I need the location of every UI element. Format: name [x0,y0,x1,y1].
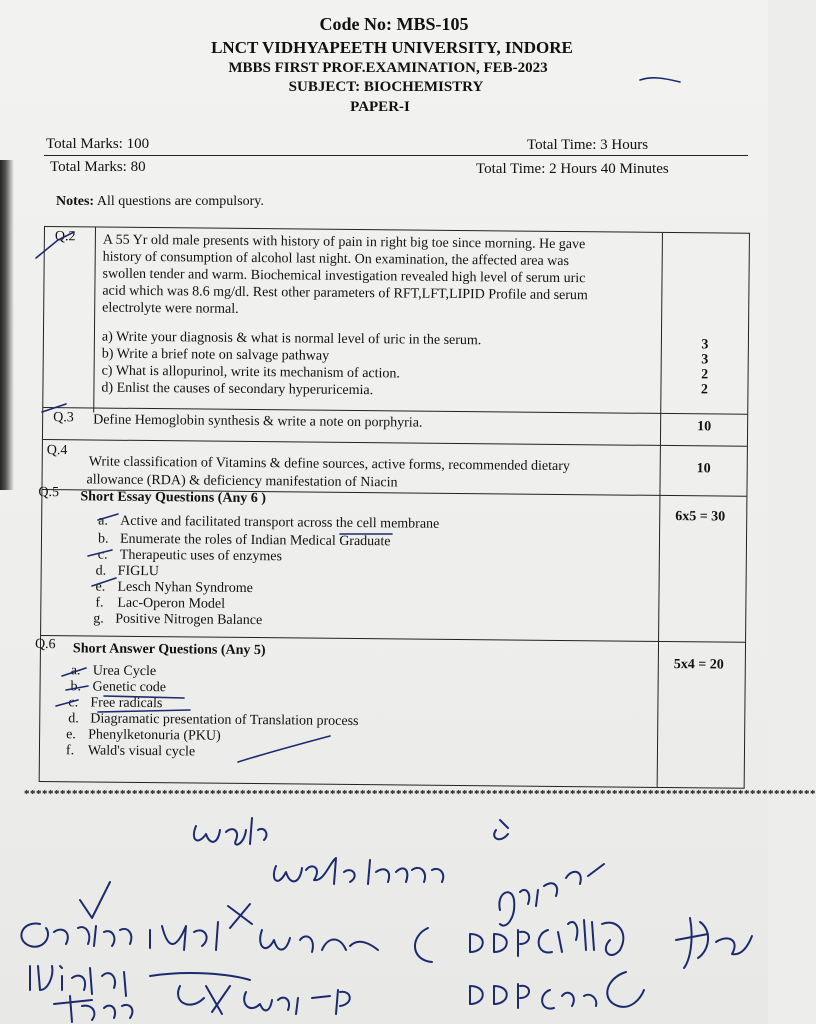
q5-item-letter: f. [95,595,104,611]
q6-item-letter: e. [66,727,76,743]
q6-pen-stroke [238,736,330,762]
scribble-word [178,986,230,1014]
q3-marks: 10 [697,419,712,435]
q5-number: Q.5 [38,484,60,501]
q6c-tick-mark [56,700,78,706]
scribble-word [470,984,529,1008]
q3-text: Define Hemoglobin synthesis & write a note on porphyria. [93,412,423,431]
q5-item-text: Therapeutic uses of enzymes [119,547,283,565]
scribble-word [274,858,443,884]
q2-tick-mark [36,232,74,258]
q4-line-1: Write classification of Vitamins & define sources, active forms, recommended dietary [88,454,570,475]
q2-mark: 3 [701,352,709,368]
total-time-old: Total Time: 3 Hours [527,137,649,153]
q6-item-text: Wald's visual cycle [87,743,196,760]
scribble-word [30,966,126,996]
q6b-tick-mark [66,686,88,690]
scribble-word [194,818,267,845]
bracket-mark [415,928,432,962]
q5-item-letter: d. [95,563,107,579]
q6a-tick-mark [62,668,86,676]
q5e-tick-mark [92,578,116,586]
university-name: LNCT VIDHYAPEETH UNIVERSITY, INDORE [211,38,573,57]
scribble-word [539,920,624,955]
bracket-mark [607,972,644,1007]
q2-part: c) What is allopurinol, write its mechanism of action. [101,363,401,382]
subject: SUBJECT: BIOCHEMISTRY [288,79,484,95]
paper-number: PAPER-I [350,99,410,115]
q6-item-text: Diagramatic presentation of Translation process [90,711,359,730]
q2-mark: 3 [701,337,709,353]
q3-tick-mark [42,404,66,412]
scribble-word [244,990,350,1014]
q5-marks: 6x5 = 30 [675,509,726,525]
handwritten-scribbles [0,800,768,1024]
total-marks-new: Total Marks: 80 [50,159,146,175]
q2-line: history of consumption of alcohol last night. On examination, the affected area was [102,249,570,270]
scribble-word [542,990,596,1009]
q4-line-2: allowance (RDA) & deficiency manifestation of Niacin [86,472,398,491]
scribble-word [260,930,378,952]
q3-number: Q.3 [53,410,74,426]
scribble-word [499,864,604,926]
q6-item-letter: c. [68,695,79,711]
cross-mark [228,904,252,928]
q5-item-letter: c. [97,547,108,563]
q2-line: swollen tender and warm. Biochemical investigation revealed high level of serum uric [102,266,586,287]
scribble-line [150,973,250,980]
q2-part: b) Write a brief note on salvage pathway [101,346,330,364]
notes-text: All questions are compulsory. [94,194,264,209]
q6-marks: 5x4 = 20 [673,657,724,673]
q5-item-text: Positive Nitrogen Balance [115,611,263,629]
q2-line: acid which was 8.6 mg/dl. Rest other parameters of RFT,LFT,LIPID Profile and serum [102,283,588,304]
notes-label: Notes: [56,194,95,209]
q5-item-text: Active and facilitated transport across the cell membrane [120,513,440,532]
q4-number: Q.4 [46,443,68,459]
total-marks-old: Total Marks: 100 [46,136,150,152]
q6-item-letter: f. [65,743,75,759]
q5-item-letter: b. [97,531,109,547]
q5-item-letter: e. [95,579,106,595]
underline-genetic-code [104,696,184,698]
q5-title: Short Essay Questions (Any 6 ) [80,489,266,507]
q5-item-text: Lac-Operon Model [117,595,226,612]
q5-item-text: Enumerate the roles of Indian Medical Graduate [119,531,391,550]
end-of-paper-stars: ************************************************************************************************************************************ [24,788,816,800]
q5-item-letter: a. [98,513,108,529]
q2-number: Q.2 [54,229,76,245]
total-time-new: Total Time: 2 Hours 40 Minutes [476,161,669,177]
q6-item-text: Urea Cycle [92,663,157,680]
q4-marks: 10 [696,461,711,477]
scribble-word [150,922,218,950]
q5-item-text: Lesch Nyhan Syndrome [117,579,253,597]
q5a-tick-mark [98,514,118,520]
exam-name: MBBS FIRST PROF.EXAMINATION, FEB-2023 [228,60,548,76]
tick-mark [80,882,110,918]
q6-item-text: Free radicals [90,695,163,712]
q6-item-text: Phenylketonuria (PKU) [88,727,221,744]
code-number: Code No: MBS-105 [319,14,469,34]
q6-number: Q.6 [34,636,56,653]
q5c-tick-mark [88,550,112,556]
q6-item-letter: d. [68,711,79,727]
header-pen-stroke [640,78,680,82]
q2-line: A 55 Yr old male presents with history of pain in right big toe since morning. He gave [102,232,586,253]
q6-item-letter: b. [70,679,82,695]
q2-mark: 2 [701,367,709,383]
scribble-mark [494,820,508,839]
scribble-word [21,923,131,946]
q6-item-letter: a. [70,663,81,679]
q6-item-text: Genetic code [92,679,167,696]
q2-line: electrolyte were normal. [102,300,239,317]
q2-part: d) Enlist the causes of secondary hyperuricemia. [101,380,374,399]
scribble-word [54,996,132,1022]
q5-item-text: FIGLU [117,563,159,580]
signature [676,918,752,968]
underline-free-radicals [98,710,190,712]
scribble-word [470,930,529,956]
q2-part: a) Write your diagnosis & what is normal level of uric in the serum. [101,329,482,349]
q2-mark: 2 [700,382,709,398]
q6-title: Short Answer Questions (Any 5) [72,641,266,659]
q5-item-letter: g. [93,611,104,627]
